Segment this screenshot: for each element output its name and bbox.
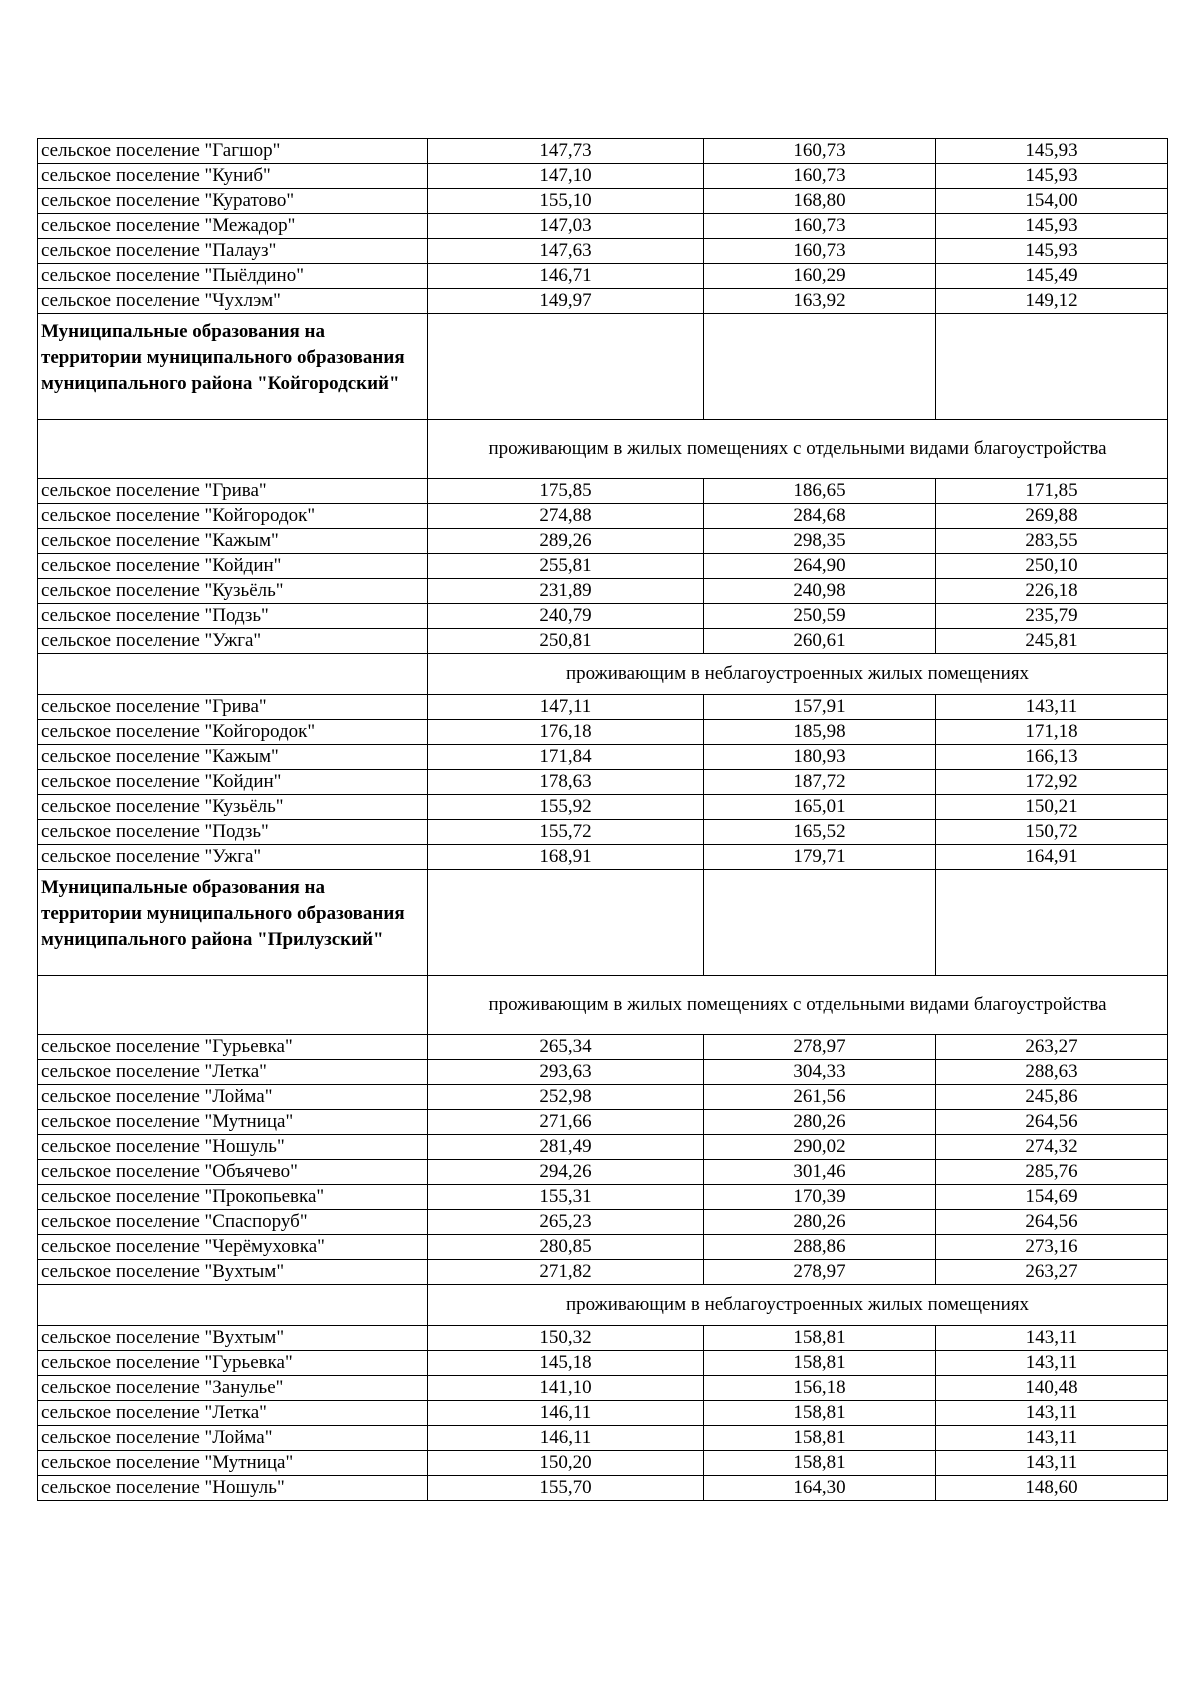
value-cell-2: 301,46 <box>704 1160 936 1185</box>
empty-cell <box>38 976 428 1035</box>
value-cell-2: 160,73 <box>704 139 936 164</box>
value-cell-3: 283,55 <box>936 529 1168 554</box>
settlement-name: сельское поселение "Палауз" <box>38 239 428 264</box>
settlement-name: сельское поселение "Летка" <box>38 1401 428 1426</box>
value-cell-3: 245,86 <box>936 1085 1168 1110</box>
subsection-title: проживающим в неблагоустроенных жилых помещениях <box>428 1285 1168 1326</box>
value-cell-1: 155,70 <box>428 1476 704 1501</box>
value-cell-3: 285,76 <box>936 1160 1168 1185</box>
value-cell-3: 149,12 <box>936 289 1168 314</box>
value-cell-3: 143,11 <box>936 1326 1168 1351</box>
value-cell-3: 145,93 <box>936 164 1168 189</box>
value-cell-1: 274,88 <box>428 504 704 529</box>
value-cell-3: 263,27 <box>936 1260 1168 1285</box>
value-cell-2: 156,18 <box>704 1376 936 1401</box>
table-row <box>38 1326 1168 1351</box>
value-cell-1: 147,73 <box>428 139 704 164</box>
table-row <box>38 289 1168 314</box>
value-cell-2: 264,90 <box>704 554 936 579</box>
value-cell-1: 289,26 <box>428 529 704 554</box>
value-cell-1: 155,72 <box>428 820 704 845</box>
value-cell-1: 281,49 <box>428 1135 704 1160</box>
settlement-name: сельское поселение "Мутница" <box>38 1451 428 1476</box>
value-cell-2: 288,86 <box>704 1235 936 1260</box>
value-cell-2: 165,52 <box>704 820 936 845</box>
settlement-name: сельское поселение "Занулье" <box>38 1376 428 1401</box>
value-cell-3: 171,85 <box>936 479 1168 504</box>
settlement-name: сельское поселение "Спаспоруб" <box>38 1210 428 1235</box>
value-cell-1: 147,03 <box>428 214 704 239</box>
settlement-name: сельское поселение "Куниб" <box>38 164 428 189</box>
table-row <box>38 695 1168 720</box>
value-cell-1: 150,32 <box>428 1326 704 1351</box>
subsection-row <box>38 654 1168 695</box>
value-cell-2: 261,56 <box>704 1085 936 1110</box>
settlement-name: сельское поселение "Ношуль" <box>38 1135 428 1160</box>
settlement-name: сельское поселение "Койгородок" <box>38 504 428 529</box>
settlement-name: сельское поселение "Вухтым" <box>38 1326 428 1351</box>
subsection-row <box>38 1285 1168 1326</box>
section-header-row <box>38 314 1168 420</box>
value-cell-1: 147,11 <box>428 695 704 720</box>
value-cell-1: 231,89 <box>428 579 704 604</box>
settlement-name: сельское поселение "Грива" <box>38 695 428 720</box>
value-cell-3: 226,18 <box>936 579 1168 604</box>
value-cell-2: 187,72 <box>704 770 936 795</box>
table-row <box>38 1035 1168 1060</box>
table-row <box>38 604 1168 629</box>
settlement-name: сельское поселение "Подзь" <box>38 820 428 845</box>
empty-cell <box>704 314 936 420</box>
value-cell-1: 146,71 <box>428 264 704 289</box>
value-cell-1: 145,18 <box>428 1351 704 1376</box>
subsection-title: проживающим в жилых помещениях с отдельными видами благоустройства <box>428 420 1168 479</box>
settlement-name: сельское поселение "Черёмуховка" <box>38 1235 428 1260</box>
value-cell-2: 185,98 <box>704 720 936 745</box>
settlement-name: сельское поселение "Мутница" <box>38 1110 428 1135</box>
value-cell-1: 146,11 <box>428 1401 704 1426</box>
value-cell-1: 150,20 <box>428 1451 704 1476</box>
value-cell-2: 165,01 <box>704 795 936 820</box>
section-header: Муниципальные образования на территории муниципального образования муниципального района "Койгородский" <box>38 314 428 420</box>
settlement-name: сельское поселение "Кузьёль" <box>38 579 428 604</box>
value-cell-1: 155,92 <box>428 795 704 820</box>
value-cell-3: 263,27 <box>936 1035 1168 1060</box>
table-row <box>38 554 1168 579</box>
value-cell-2: 180,93 <box>704 745 936 770</box>
value-cell-3: 143,11 <box>936 695 1168 720</box>
table-row <box>38 189 1168 214</box>
table-row <box>38 239 1168 264</box>
value-cell-2: 160,29 <box>704 264 936 289</box>
value-cell-1: 271,82 <box>428 1260 704 1285</box>
subsection-row <box>38 420 1168 479</box>
table-row <box>38 1476 1168 1501</box>
value-cell-3: 154,69 <box>936 1185 1168 1210</box>
table-row <box>38 629 1168 654</box>
value-cell-2: 304,33 <box>704 1060 936 1085</box>
settlement-name: сельское поселение "Куратово" <box>38 189 428 214</box>
value-cell-1: 176,18 <box>428 720 704 745</box>
table-row <box>38 1160 1168 1185</box>
value-cell-2: 260,61 <box>704 629 936 654</box>
table-row <box>38 820 1168 845</box>
value-cell-2: 158,81 <box>704 1326 936 1351</box>
value-cell-2: 160,73 <box>704 239 936 264</box>
value-cell-2: 164,30 <box>704 1476 936 1501</box>
subsection-title: проживающим в жилых помещениях с отдельными видами благоустройства <box>428 976 1168 1035</box>
value-cell-2: 160,73 <box>704 214 936 239</box>
value-cell-3: 143,11 <box>936 1451 1168 1476</box>
value-cell-1: 240,79 <box>428 604 704 629</box>
value-cell-3: 166,13 <box>936 745 1168 770</box>
value-cell-1: 255,81 <box>428 554 704 579</box>
value-cell-2: 290,02 <box>704 1135 936 1160</box>
empty-cell <box>428 314 704 420</box>
empty-cell <box>38 420 428 479</box>
value-cell-2: 160,73 <box>704 164 936 189</box>
settlement-name: сельское поселение "Чухлэм" <box>38 289 428 314</box>
empty-cell <box>936 870 1168 976</box>
empty-cell <box>428 870 704 976</box>
value-cell-1: 252,98 <box>428 1085 704 1110</box>
table-row <box>38 1426 1168 1451</box>
table-row <box>38 1085 1168 1110</box>
value-cell-2: 168,80 <box>704 189 936 214</box>
value-cell-3: 274,32 <box>936 1135 1168 1160</box>
value-cell-1: 175,85 <box>428 479 704 504</box>
value-cell-1: 171,84 <box>428 745 704 770</box>
value-cell-2: 240,98 <box>704 579 936 604</box>
value-cell-2: 186,65 <box>704 479 936 504</box>
settlement-name: сельское поселение "Койгородок" <box>38 720 428 745</box>
value-cell-2: 158,81 <box>704 1351 936 1376</box>
table-row <box>38 1060 1168 1085</box>
settlement-name: сельское поселение "Лойма" <box>38 1085 428 1110</box>
value-cell-2: 179,71 <box>704 845 936 870</box>
value-cell-1: 271,66 <box>428 1110 704 1135</box>
table-row <box>38 770 1168 795</box>
table-row <box>38 479 1168 504</box>
value-cell-1: 178,63 <box>428 770 704 795</box>
table-row <box>38 720 1168 745</box>
value-cell-2: 298,35 <box>704 529 936 554</box>
table-row <box>38 1185 1168 1210</box>
settlement-name: сельское поселение "Ужга" <box>38 845 428 870</box>
value-cell-2: 163,92 <box>704 289 936 314</box>
table-row <box>38 504 1168 529</box>
value-cell-3: 245,81 <box>936 629 1168 654</box>
table-row <box>38 1110 1168 1135</box>
settlement-name: сельское поселение "Кузьёль" <box>38 795 428 820</box>
value-cell-3: 264,56 <box>936 1110 1168 1135</box>
tariff-table <box>37 138 1168 1501</box>
table-row <box>38 1351 1168 1376</box>
table-row <box>38 529 1168 554</box>
settlement-name: сельское поселение "Объячево" <box>38 1160 428 1185</box>
value-cell-2: 158,81 <box>704 1426 936 1451</box>
table-row <box>38 745 1168 770</box>
value-cell-3: 273,16 <box>936 1235 1168 1260</box>
value-cell-2: 280,26 <box>704 1210 936 1235</box>
value-cell-3: 143,11 <box>936 1351 1168 1376</box>
value-cell-3: 145,93 <box>936 239 1168 264</box>
settlement-name: сельское поселение "Гурьевка" <box>38 1035 428 1060</box>
settlement-name: сельское поселение "Межадор" <box>38 214 428 239</box>
table-row <box>38 264 1168 289</box>
settlement-name: сельское поселение "Гурьевка" <box>38 1351 428 1376</box>
table-row <box>38 214 1168 239</box>
value-cell-1: 141,10 <box>428 1376 704 1401</box>
tariff-table-body <box>38 139 1168 1501</box>
value-cell-1: 265,34 <box>428 1035 704 1060</box>
value-cell-3: 172,92 <box>936 770 1168 795</box>
value-cell-3: 288,63 <box>936 1060 1168 1085</box>
value-cell-2: 170,39 <box>704 1185 936 1210</box>
settlement-name: сельское поселение "Кажым" <box>38 529 428 554</box>
value-cell-3: 145,93 <box>936 214 1168 239</box>
value-cell-3: 264,56 <box>936 1210 1168 1235</box>
table-row <box>38 795 1168 820</box>
value-cell-3: 143,11 <box>936 1401 1168 1426</box>
subsection-row <box>38 976 1168 1035</box>
table-row <box>38 1401 1168 1426</box>
value-cell-3: 250,10 <box>936 554 1168 579</box>
settlement-name: сельское поселение "Койдин" <box>38 554 428 579</box>
value-cell-1: 149,97 <box>428 289 704 314</box>
table-row <box>38 1235 1168 1260</box>
value-cell-3: 171,18 <box>936 720 1168 745</box>
value-cell-3: 148,60 <box>936 1476 1168 1501</box>
settlement-name: сельское поселение "Грива" <box>38 479 428 504</box>
value-cell-2: 158,81 <box>704 1401 936 1426</box>
value-cell-1: 146,11 <box>428 1426 704 1451</box>
settlement-name: сельское поселение "Подзь" <box>38 604 428 629</box>
value-cell-2: 278,97 <box>704 1260 936 1285</box>
table-row <box>38 1376 1168 1401</box>
value-cell-1: 265,23 <box>428 1210 704 1235</box>
settlement-name: сельское поселение "Прокопьевка" <box>38 1185 428 1210</box>
settlement-name: сельское поселение "Пыёлдино" <box>38 264 428 289</box>
table-row <box>38 579 1168 604</box>
value-cell-1: 293,63 <box>428 1060 704 1085</box>
value-cell-3: 150,21 <box>936 795 1168 820</box>
settlement-name: сельское поселение "Лойма" <box>38 1426 428 1451</box>
empty-cell <box>936 314 1168 420</box>
value-cell-1: 155,31 <box>428 1185 704 1210</box>
settlement-name: сельское поселение "Летка" <box>38 1060 428 1085</box>
section-header-row <box>38 870 1168 976</box>
section-header: Муниципальные образования на территории муниципального образования муниципального района "Прилузский" <box>38 870 428 976</box>
settlement-name: сельское поселение "Койдин" <box>38 770 428 795</box>
value-cell-1: 280,85 <box>428 1235 704 1260</box>
table-row <box>38 164 1168 189</box>
settlement-name: сельское поселение "Вухтым" <box>38 1260 428 1285</box>
value-cell-3: 235,79 <box>936 604 1168 629</box>
value-cell-2: 284,68 <box>704 504 936 529</box>
value-cell-3: 145,93 <box>936 139 1168 164</box>
value-cell-3: 150,72 <box>936 820 1168 845</box>
value-cell-3: 269,88 <box>936 504 1168 529</box>
table-row <box>38 1260 1168 1285</box>
value-cell-3: 154,00 <box>936 189 1168 214</box>
value-cell-2: 158,81 <box>704 1451 936 1476</box>
empty-cell <box>38 654 428 695</box>
subsection-title: проживающим в неблагоустроенных жилых помещениях <box>428 654 1168 695</box>
value-cell-2: 280,26 <box>704 1110 936 1135</box>
value-cell-3: 164,91 <box>936 845 1168 870</box>
value-cell-2: 157,91 <box>704 695 936 720</box>
empty-cell <box>38 1285 428 1326</box>
value-cell-1: 294,26 <box>428 1160 704 1185</box>
settlement-name: сельское поселение "Ношуль" <box>38 1476 428 1501</box>
value-cell-1: 155,10 <box>428 189 704 214</box>
value-cell-1: 147,10 <box>428 164 704 189</box>
settlement-name: сельское поселение "Ужга" <box>38 629 428 654</box>
table-row <box>38 845 1168 870</box>
settlement-name: сельское поселение "Кажым" <box>38 745 428 770</box>
empty-cell <box>704 870 936 976</box>
table-row <box>38 1135 1168 1160</box>
table-row <box>38 139 1168 164</box>
table-row <box>38 1451 1168 1476</box>
settlement-name: сельское поселение "Гагшор" <box>38 139 428 164</box>
value-cell-3: 143,11 <box>936 1426 1168 1451</box>
value-cell-1: 147,63 <box>428 239 704 264</box>
value-cell-2: 250,59 <box>704 604 936 629</box>
value-cell-3: 140,48 <box>936 1376 1168 1401</box>
value-cell-3: 145,49 <box>936 264 1168 289</box>
table-row <box>38 1210 1168 1235</box>
value-cell-1: 168,91 <box>428 845 704 870</box>
value-cell-2: 278,97 <box>704 1035 936 1060</box>
value-cell-1: 250,81 <box>428 629 704 654</box>
